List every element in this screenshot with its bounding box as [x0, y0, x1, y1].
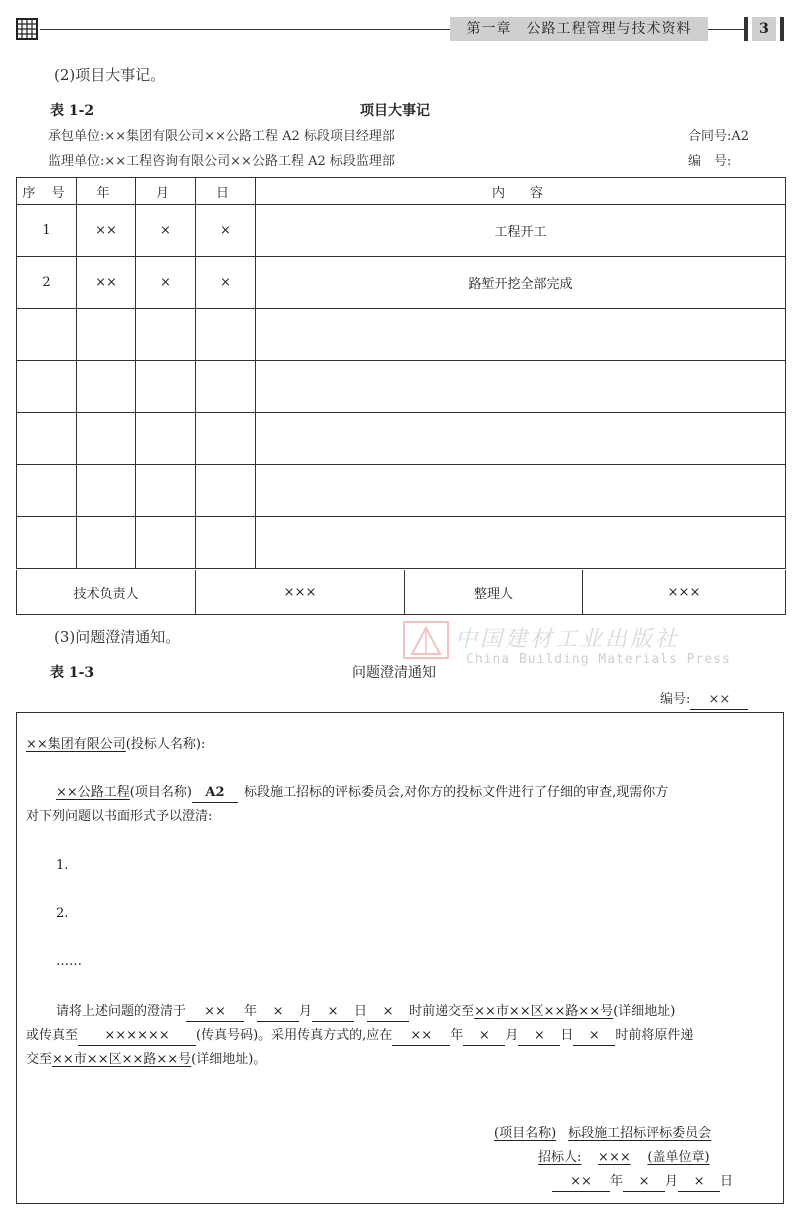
seal-note: (盖单位章) — [647, 1150, 710, 1165]
table-row — [17, 205, 786, 257]
table-cell — [77, 361, 136, 413]
hour2-text: 时前将原件递 — [615, 1028, 694, 1043]
column-header: 年 — [77, 178, 136, 205]
addressee-note: (投标人名称): — [125, 737, 206, 752]
serial-number: 编 号: — [688, 154, 732, 169]
table-title: 项目大事记 — [360, 103, 430, 119]
address: ××市××区××路××号 — [474, 1004, 614, 1019]
year2-blank: ×× — [392, 1027, 450, 1046]
notice-number-label: 编号: — [660, 692, 691, 707]
notice-number-value: ×× — [690, 691, 748, 710]
table-cell: × — [196, 205, 256, 257]
notice-number — [660, 688, 748, 710]
column-header: 序 号 — [17, 178, 77, 205]
contract-number: 合同号:A2 — [688, 129, 750, 144]
question-item-1: 1. — [56, 858, 69, 873]
tech-lead-value: ××× — [196, 570, 405, 615]
date-day-label: 日 — [720, 1174, 734, 1189]
grid-icon — [16, 18, 38, 40]
signature-row — [17, 570, 786, 615]
organizer-label: 整理人 — [405, 570, 583, 615]
table-cell — [77, 309, 136, 361]
year-label: 年 — [244, 1004, 258, 1019]
section-heading: (3)问题澄清通知。 — [54, 628, 181, 646]
table-cell — [136, 465, 196, 517]
table-cell: 工程开工 — [256, 205, 786, 257]
table-row — [17, 361, 786, 413]
table-cell — [136, 309, 196, 361]
column-header: 内 容 — [256, 178, 786, 205]
paragraph-1-line-1 — [56, 781, 668, 805]
page-number: 3 — [752, 17, 776, 41]
signature-table — [16, 570, 786, 615]
table-label: 表 1-2 — [50, 103, 95, 119]
table-title: 问题澄清通知 — [352, 665, 436, 681]
tenderer-line — [538, 1146, 710, 1170]
committee-name: 标段施工招标评标委员会 — [568, 1126, 712, 1141]
table-cell: 1 — [17, 205, 77, 257]
date-year-blank: ×× — [552, 1173, 610, 1192]
hour-text: 时前递交至 — [409, 1004, 475, 1019]
year-blank: ×× — [186, 1003, 244, 1022]
table-cell: 路堑开挖全部完成 — [256, 257, 786, 309]
table-cell — [17, 413, 77, 465]
tenderer-label: 招标人: — [538, 1150, 582, 1165]
address-note: (详细地址) — [613, 1004, 676, 1019]
address-2: ××市××区××路××号 — [52, 1052, 192, 1067]
deliver-prefix: 交至 — [26, 1052, 53, 1067]
table-cell: 2 — [17, 257, 77, 309]
table-row — [17, 517, 786, 569]
header-rule — [40, 29, 450, 30]
day2-blank: × — [518, 1027, 560, 1046]
column-header: 日 — [196, 178, 256, 205]
question-ellipsis: …… — [56, 954, 82, 969]
paragraph-2-line-1 — [56, 1000, 675, 1024]
addressee-line — [26, 733, 205, 757]
table-cell — [256, 309, 786, 361]
table-cell — [256, 413, 786, 465]
paragraph-1-text: 标段施工招标的评标委员会,对你方的投标文件进行了仔细的审查,现需你方 — [243, 785, 669, 800]
table-cell: ×× — [77, 205, 136, 257]
table-cell — [136, 517, 196, 569]
table-cell — [196, 309, 256, 361]
supervisor: 监理单位:××工程咨询有限公司××公路工程 A2 标段监理部 — [48, 154, 395, 169]
month-label: 月 — [299, 1004, 313, 1019]
fax-blank: ×××××× — [78, 1027, 196, 1046]
fax-prefix: 或传真至 — [26, 1028, 79, 1043]
table-cell — [196, 361, 256, 413]
table-cell: ×× — [77, 257, 136, 309]
header-rule-right — [708, 29, 744, 30]
table-cell — [256, 361, 786, 413]
address-2-note: (详细地址)。 — [191, 1052, 267, 1067]
day-blank: × — [312, 1003, 354, 1022]
month2-label: 月 — [505, 1028, 519, 1043]
day-label: 日 — [354, 1004, 368, 1019]
table-label: 表 1-3 — [50, 665, 95, 681]
p2-prefix: 请将上述问题的澄清于 — [56, 1004, 187, 1019]
table-row — [17, 465, 786, 517]
events-table — [16, 177, 786, 569]
table-row — [17, 309, 786, 361]
question-item-2: 2. — [56, 906, 69, 921]
section-heading: (2)项目大事记。 — [54, 66, 166, 84]
table-cell: × — [196, 257, 256, 309]
day2-label: 日 — [560, 1028, 574, 1043]
date-month-blank: × — [623, 1173, 665, 1192]
publisher-logo-icon — [402, 620, 450, 660]
date-line — [552, 1170, 733, 1194]
table-cell — [17, 465, 77, 517]
table-cell — [256, 517, 786, 569]
table-row — [17, 413, 786, 465]
header-bar — [780, 17, 784, 41]
date-year-label: 年 — [610, 1174, 624, 1189]
paragraph-2-line-2 — [26, 1024, 693, 1048]
chapter-title: 第一章 公路工程管理与技术资料 — [450, 17, 708, 41]
sign-project-note: (项目名称) — [494, 1126, 557, 1141]
paragraph-2-line-3 — [26, 1048, 266, 1072]
table-cell — [17, 517, 77, 569]
project-name: ××公路工程 — [56, 785, 130, 800]
table-cell: × — [136, 257, 196, 309]
table-cell — [17, 309, 77, 361]
table-cell — [77, 517, 136, 569]
hour-blank: × — [367, 1003, 409, 1022]
watermark-english: China Building Materials Press — [466, 652, 731, 667]
watermark-chinese: 中国建材工业出版社 — [455, 627, 681, 652]
table-cell — [256, 465, 786, 517]
fax-note: (传真号码)。采用传真方式的,应在 — [196, 1028, 393, 1043]
tenderer-value: ××× — [598, 1150, 631, 1165]
header-bar — [744, 17, 748, 41]
project-name-note: (项目名称) — [129, 785, 192, 800]
table-cell — [136, 361, 196, 413]
table-header-row — [17, 178, 786, 205]
hour2-blank: × — [573, 1027, 615, 1046]
date-day-blank: × — [678, 1173, 720, 1192]
committee-line — [494, 1122, 711, 1146]
paragraph-1-line-2: 对下列问题以书面形式予以澄清: — [26, 809, 213, 824]
addressee: ××集团有限公司 — [26, 737, 126, 752]
organizer-value: ××× — [583, 570, 786, 615]
column-header: 月 — [136, 178, 196, 205]
table-cell — [77, 465, 136, 517]
table-cell — [196, 465, 256, 517]
date-month-label: 月 — [665, 1174, 679, 1189]
month2-blank: × — [463, 1027, 505, 1046]
table-cell — [196, 413, 256, 465]
section-code: A2 — [192, 784, 238, 803]
table-cell — [17, 361, 77, 413]
table-cell: × — [136, 205, 196, 257]
table-row — [17, 257, 786, 309]
table-cell — [77, 413, 136, 465]
table-cell — [136, 413, 196, 465]
year2-label: 年 — [450, 1028, 464, 1043]
contractor: 承包单位:××集团有限公司××公路工程 A2 标段项目经理部 — [48, 129, 395, 144]
tech-lead-label: 技术负责人 — [17, 570, 196, 615]
table-cell — [196, 517, 256, 569]
month-blank: × — [257, 1003, 299, 1022]
